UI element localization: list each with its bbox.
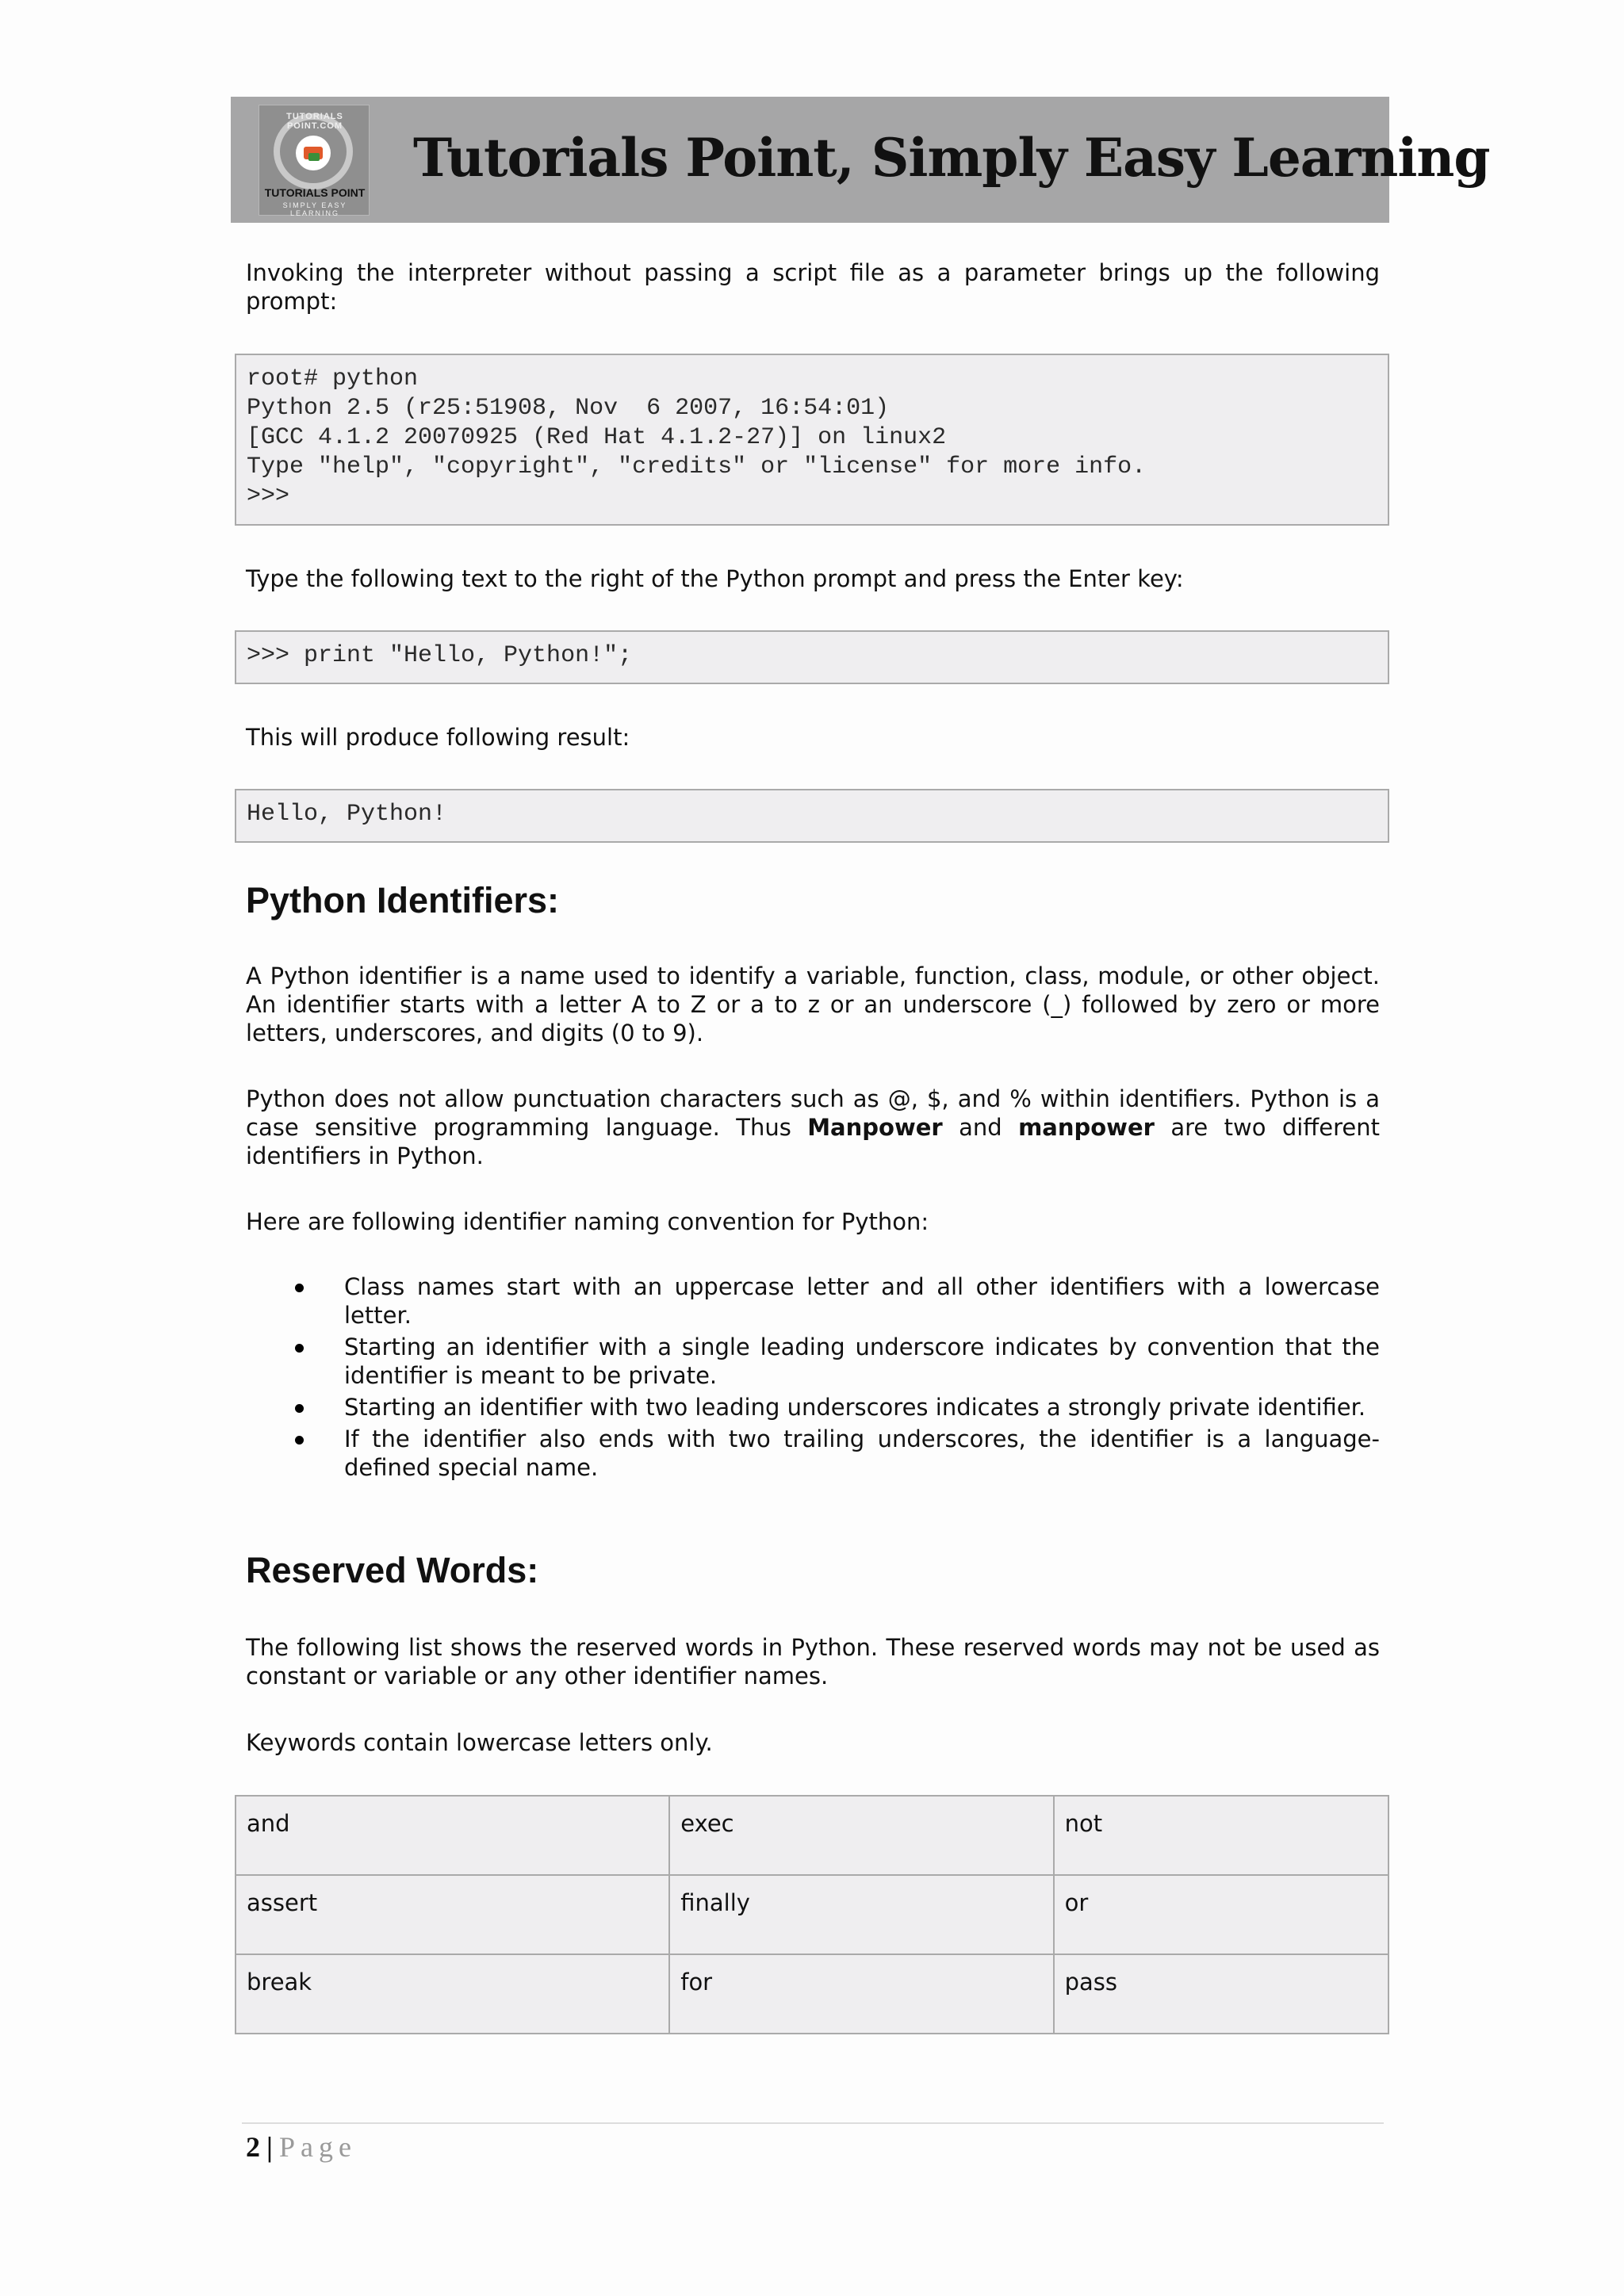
table-cell: pass bbox=[1054, 1954, 1388, 2034]
bullet-icon bbox=[295, 1344, 304, 1353]
table-row bbox=[236, 1796, 1388, 1875]
header-title: Tutorials Point, Simply Easy Learning bbox=[413, 127, 1490, 189]
table-cell: finally bbox=[669, 1875, 1053, 1954]
footer-divider bbox=[242, 2122, 1384, 2124]
code-line: root# python bbox=[247, 365, 419, 392]
table-cell: break bbox=[236, 1954, 669, 2034]
tutorialspoint-logo bbox=[259, 105, 370, 216]
footer-separator: | bbox=[266, 2131, 273, 2163]
result-intro: This will produce following result: bbox=[246, 724, 630, 751]
list-item bbox=[246, 1393, 1380, 1422]
intro-paragraph: Invoking the interpreter without passing a script file as a parameter brings up the following prompt: bbox=[246, 259, 1380, 315]
table-cell: not bbox=[1054, 1796, 1388, 1875]
identifiers-paragraph-2 bbox=[246, 1085, 1380, 1170]
list-item bbox=[246, 1333, 1380, 1390]
heading-reserved-words: Reserved Words: bbox=[246, 1550, 539, 1590]
table-cell: and bbox=[236, 1796, 669, 1875]
code-line: [GCC 4.1.2 20070925 (Red Hat 4.1.2-27)] on linux2 bbox=[247, 424, 947, 451]
page-number: 2 bbox=[246, 2131, 260, 2163]
logo-emblem-icon bbox=[296, 136, 331, 170]
identifiers-paragraph-1: A Python identifier is a name used to identify a variable, function, class, module, or other object. An identifier starts with a letter A to Z or a to z or an underscore (_) followed by zero or more letters, underscores, and digits (0 to 9). bbox=[246, 962, 1380, 1047]
logo-arc-text: TUTORIALS POINT.COM bbox=[286, 112, 343, 131]
table-cell: for bbox=[669, 1954, 1053, 2034]
table-row bbox=[236, 1875, 1388, 1954]
list-item-text: If the identifier also ends with two trailing underscores, the identifier is a language-defined special name. bbox=[344, 1425, 1380, 1481]
list-item bbox=[246, 1272, 1380, 1330]
list-item bbox=[246, 1425, 1380, 1482]
heading-python-identifiers: Python Identifiers: bbox=[246, 880, 560, 920]
identifiers-paragraph-3: Here are following identifier naming convention for Python: bbox=[246, 1208, 929, 1235]
bold-manpower-lower: manpower bbox=[1018, 1114, 1155, 1141]
reserved-paragraph-2: Keywords contain lowercase letters only. bbox=[246, 1729, 713, 1756]
table-row bbox=[236, 1954, 1388, 2034]
table-cell: assert bbox=[236, 1875, 669, 1954]
code-block-interpreter bbox=[235, 354, 1389, 526]
naming-convention-list bbox=[246, 1272, 1380, 1485]
logo-tagline: SIMPLY EASY LEARNING bbox=[282, 201, 347, 217]
code-block-print bbox=[235, 630, 1389, 684]
type-instruction: Type the following text to the right of the Python prompt and press the Enter key: bbox=[246, 565, 1184, 592]
table-cell: or bbox=[1054, 1875, 1388, 1954]
code-line: Hello, Python! bbox=[247, 801, 447, 828]
text-run: and bbox=[942, 1114, 1019, 1141]
list-item-text: Starting an identifier with a single leading underscore indicates by convention that the identifier is meant to be private. bbox=[344, 1334, 1380, 1389]
list-item-text: Class names start with an uppercase letter and all other identifiers with a lowercase letter. bbox=[344, 1273, 1380, 1329]
page-label: Page bbox=[278, 2131, 357, 2163]
code-line: Python 2.5 (r25:51908, Nov 6 2007, 16:54:01) bbox=[247, 395, 890, 422]
keywords-table bbox=[235, 1795, 1389, 2034]
code-line: >>> bbox=[247, 483, 290, 510]
code-line: Type "help", "copyright", "credits" or "license" for more info. bbox=[247, 453, 1147, 480]
code-line: >>> print "Hello, Python!"; bbox=[247, 642, 633, 669]
table-cell: exec bbox=[669, 1796, 1053, 1875]
text-run: are two different identifiers in Python. bbox=[246, 1114, 1380, 1169]
logo-brand: TUTORIALS POINT bbox=[264, 186, 366, 199]
bold-manpower: Manpower bbox=[807, 1114, 943, 1141]
list-item-text: Starting an identifier with two leading underscores indicates a strongly private identifier. bbox=[344, 1394, 1366, 1421]
reserved-paragraph-1: The following list shows the reserved words in Python. These reserved words may not be used as constant or variable or any other identifier names. bbox=[246, 1634, 1380, 1689]
page-footer bbox=[246, 2130, 357, 2164]
text-run: Python does not allow punctuation characters such as @, $, and % within identifiers. Python is a case sensitive programming language. Thus bbox=[246, 1085, 1380, 1141]
bullet-icon bbox=[295, 1404, 304, 1413]
bullet-icon bbox=[295, 1284, 304, 1292]
bullet-icon bbox=[295, 1436, 304, 1445]
page-header bbox=[231, 97, 1490, 223]
code-block-result bbox=[235, 789, 1389, 843]
